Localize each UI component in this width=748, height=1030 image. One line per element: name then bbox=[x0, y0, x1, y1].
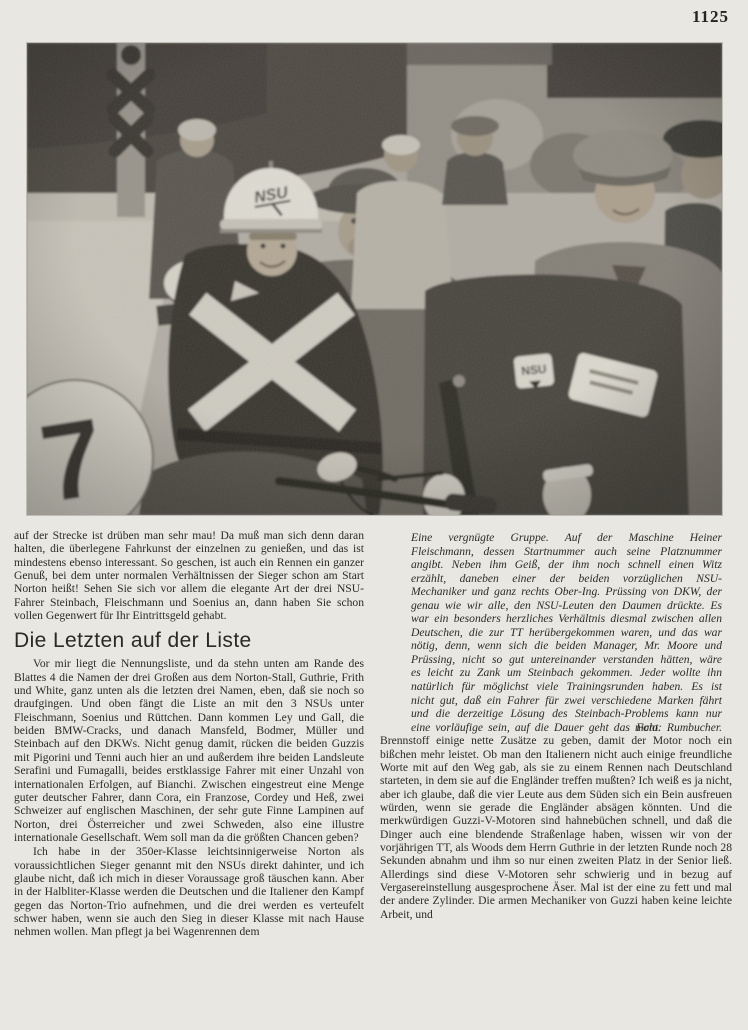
photo-caption-text: Eine vergnügte Gruppe. Auf der Maschine Heiner Fleischmann, dessen Startnummer auch seine Platznummer angibt. Neben ihm Geiß, der ihm noch schnell einen Witz erzählt, daneben einer der beiden vorzüglichen NSU-Mechaniker und ganz rechts Ober-Ing. Prüssing von DKW, der genau wie wir alle, den NSU-Leuten den Daumen drückte. Es war ein besonders herzliches Verhältnis diesmal zwischen allen Deutschen, die zur TT herübergekommen waren, und das war nötig, denn, wenn sich die beiden Manager, Mr. Moore und Prüssing, nicht so gut untereinander verstanden hätten, wäre es leicht zu Zank um Steinbach gekommen. Jeder wollte ihn natürlich für möglichst viele Trainingsrunden haben. Es ist nicht gut, daß ein Fahrer für zwei verschiedene Marken fährt und die derzeitige Lösung des Steinbach-Problems kann nur eine vorläufige sein, auf die Dauer geht das nicht. bbox=[411, 531, 722, 734]
right-column bbox=[380, 531, 732, 922]
body-paragraph: Brennstoff einige nette Zusätze zu geben, damit der Motor noch ein bißchen mehr leistet. Ob man den Italienern nicht auch einige freundliche Worte mit auf den Weg gab, als sie zu einem Rennen nach Deutschland starteten, in dem sie auf die Engländer treffen mußten? Ich weiß es ja nicht, aber ich glaube, daß die vier Leute aus dem Süden sich ein Bein ausfreuen würden, wenn sie gerade die Engländer absägen könnten. Und die merkwürdigen Guzzi-V-Motoren sind hahnebüchen schnell, und daß die Dinger auch eine blendende Straßenlage haben, wissen wir von der vorjährigen TT, als Woods dem Herrn Guthrie in der letzten Runde noch 28 Sekunden abnahm und ihm so nur einen zweiten Platz in der Senior ließ. Allerdings sind diese V-Motoren sehr schwierig und in bezug auf Vergasereinstellung ausgesprochene Äser. Mal ist der eine zu fett und mal der andere Zylinder. Die armen Mechaniker von Guzzi haben keine leichte Arbeit, und bbox=[380, 734, 732, 921]
group-photo-illustration bbox=[27, 43, 722, 515]
page-number: 1125 bbox=[691, 7, 729, 26]
vignette-overlay bbox=[27, 43, 722, 515]
body-paragraph: auf der Strecke ist drüben man sehr mau! Da muß man sich denn daran halten, die überlegene Fahrkunst der einzelnen zu genießen, und das ist mindestens ebenso interessant. So geschen, ist auch ein Rennen ein ganzer Genuß, bei dem unter normalen Verhältnissen der Sieger schon am Start Norton heißt! Sehen Sie sich vor allem die elegante Art der drei NSU-Fahrer Steinbach, Fleischmann und Soenius an, dann haben Sie schon vollen Gegenwert für Ihr Eintrittsgeld gehabt. bbox=[14, 529, 364, 623]
body-paragraph: Ich habe in der 350er-Klasse leichtsinnigerweise Norton als voraussichtlichen Sieger genannt mit den NSUs direkt dahinter, und ich glaube nicht, daß ich mich in dieser Voraussage groß täuschen kann. Aber in der Halbliter-Klasse werden die Deutschen und die Italiener den Kampf gegen das Norton-Trio aufnehmen, und die drei werden es verteufelt schwer haben, wenn sie auch den Sieg in dieser Klasse mit nach Hause nehmen wollen. Man pflegt ja bei Wagenrennen dem bbox=[14, 845, 364, 939]
body-paragraph: Vor mir liegt die Nennungsliste, und da stehn unten am Rande des Blattes 4 die Namen der drei Großen aus dem Norton-Stall, Guthrie, Frith und White, ganz unten als die letzten drei Namen, eben, daß sie noch so draufgingen. Und oben fängt die Liste an mit den 3 NSUs unter Fleischmann, Soenius und Rüttchen. Dann kommen Ley und Gall, die beiden BMW-Cracks, und danach Mansfeld, Bodmer, Müller und Steinbach auf den DKWs. Nicht genug damit, rücken die beiden Guzzis mit Pigorini und Tenni auch hier an und außerdem ihre beiden Landsleute Serafini und Fumagalli, beides erstklassige Fahrer mit einer Unzahl von internationalen Erfolgen, auf Bianchi. Zwischen eingestreut eine Menge guter deutscher Fahrer, dann Cora, ein Franzose, Cordey und Heß, zwei Schweizer auf englischen Maschinen, der sehr gute Finne Lampinen auf Norton, drei Österreicher und zwei Schweden, also eine illustre internationale Gesellschaft. Wem soll man da die größten Chancen geben? bbox=[14, 657, 364, 844]
photo-credit: Foto: Rumbucher. bbox=[636, 720, 722, 734]
left-column bbox=[14, 529, 364, 940]
section-heading: Die Letzten auf der Liste bbox=[14, 629, 252, 653]
photo-caption bbox=[411, 531, 722, 734]
group-photo bbox=[27, 43, 722, 515]
